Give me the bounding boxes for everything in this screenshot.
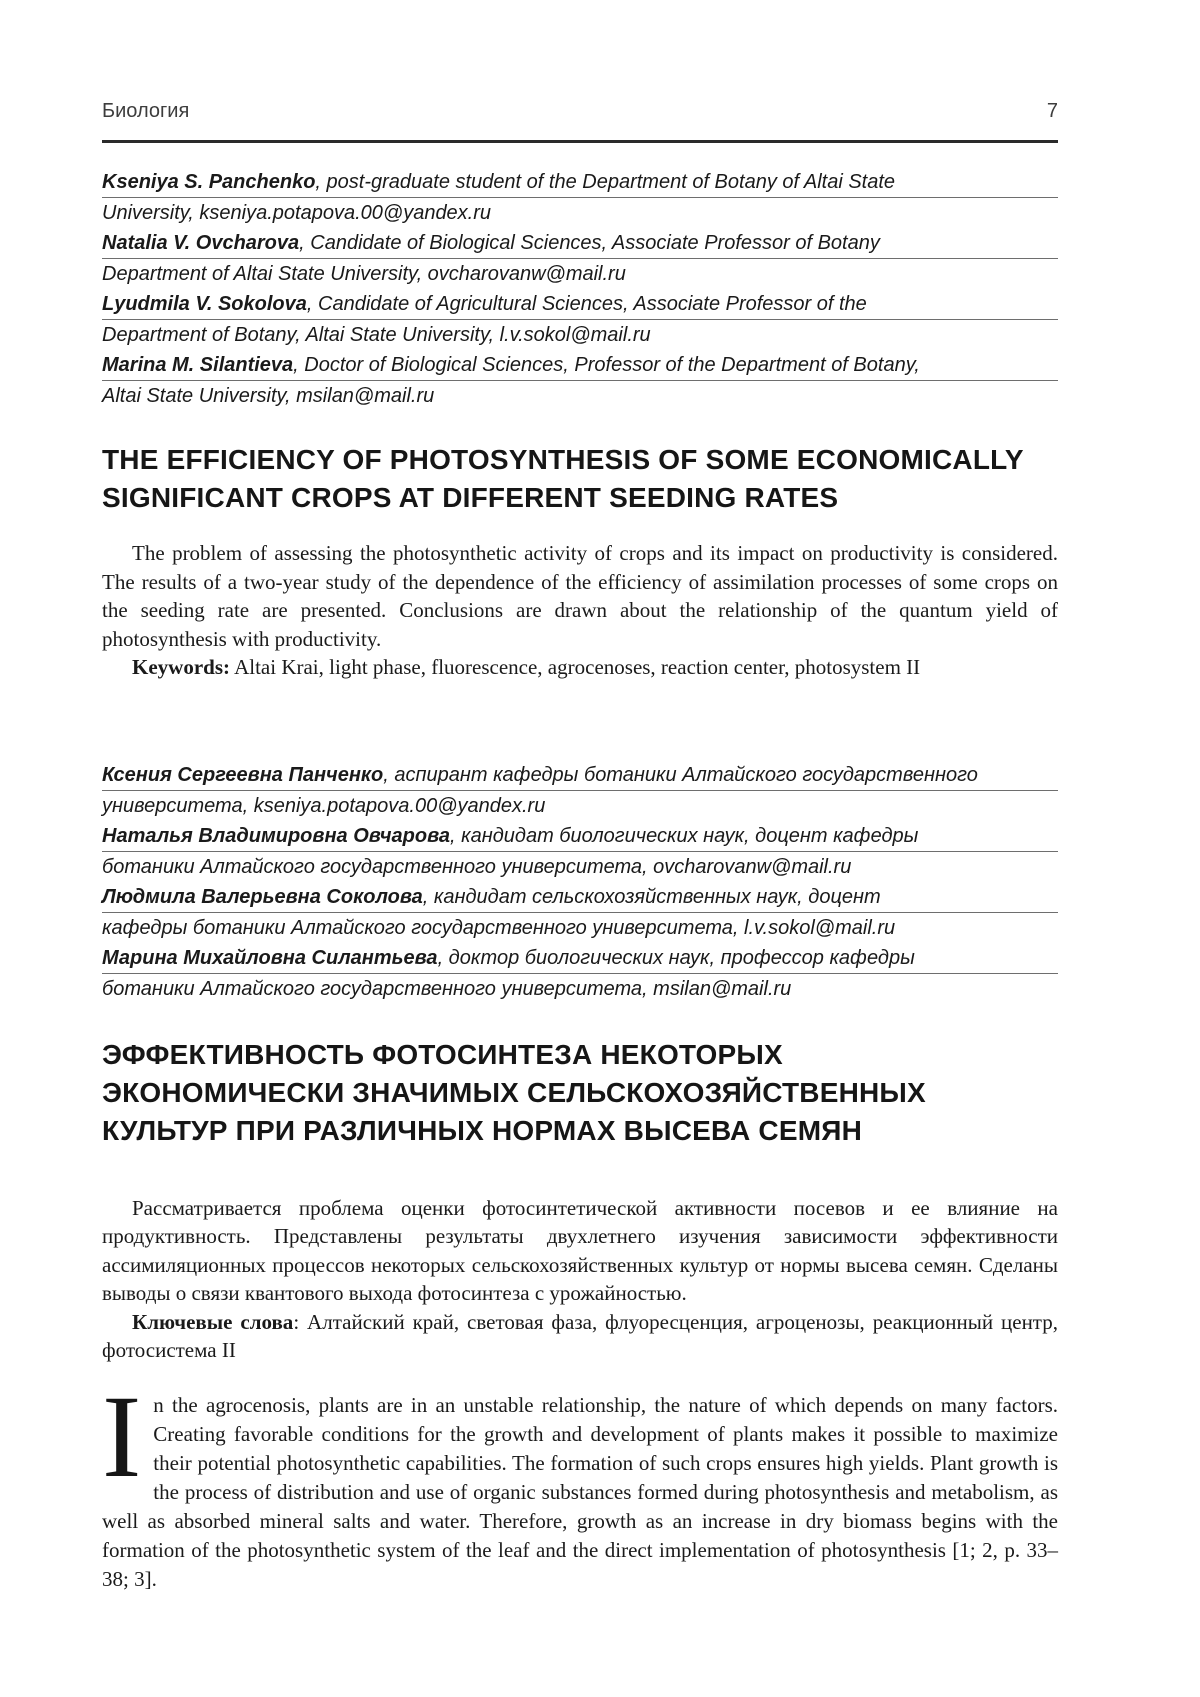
author-affiliation: , Candidate of Biological Sciences, Associate Professor of Botany xyxy=(299,232,880,254)
author-line-1 xyxy=(102,167,1058,198)
author-contact-line: Altai State University, msilan@mail.ru xyxy=(102,385,435,407)
author-line-1 xyxy=(102,943,1058,974)
author-line-1 xyxy=(102,821,1058,852)
header-page-number: 7 xyxy=(1046,100,1058,122)
author-name: Марина Михайловна Силантьева xyxy=(102,946,438,969)
author-line-1 xyxy=(102,882,1058,913)
author-entry xyxy=(102,943,1058,1004)
author-entry xyxy=(102,167,1058,228)
author-entry xyxy=(102,228,1058,289)
keywords-ru xyxy=(102,1308,1058,1365)
keywords-label: Ключевые слова xyxy=(132,1309,294,1334)
title-line: КУЛЬТУР ПРИ РАЗЛИЧНЫХ НОРМАХ ВЫСЕВА СЕМЯН xyxy=(102,1114,863,1146)
title-line: ЭКОНОМИЧЕСКИ ЗНАЧИМЫХ СЕЛЬСКОХОЗЯЙСТВЕННЫХ xyxy=(102,1076,926,1108)
author-line-1 xyxy=(102,289,1058,320)
author-entry xyxy=(102,882,1058,943)
author-name: Natalia V. Ovcharova xyxy=(102,232,300,254)
article-title-ru xyxy=(102,1036,1058,1150)
author-contact-line: ботаники Алтайского государственного университета, msilan@mail.ru xyxy=(102,977,792,1000)
author-name: Kseniya S. Panchenko xyxy=(102,171,316,193)
author-name: Людмила Валерьевна Соколова xyxy=(102,885,423,908)
article-title-en xyxy=(102,441,1058,517)
authors-block-ru xyxy=(102,760,1058,1004)
page-header xyxy=(102,100,1058,123)
author-line-1 xyxy=(102,350,1058,381)
header-section-label: Биология xyxy=(102,100,190,122)
author-affiliation: , доктор биологических наук, профессор кафедры xyxy=(437,946,915,969)
author-entry xyxy=(102,350,1058,411)
abstract-ru: Рассматривается проблема оценки фотосинтетической активности посевов и ее влияние на продуктивность. Представлены результаты двухлетнего изучения зависимости эффективности ассимиляционных процессов некоторых сельскохозяйственных культур от нормы высева семян. Сделаны выводы о связи квантового выхода фотосинтеза с урожайностью. xyxy=(102,1195,1058,1305)
author-entry xyxy=(102,821,1058,882)
author-affiliation: , Candidate of Agricultural Sciences, Associate Professor of the xyxy=(306,293,867,315)
author-contact-line: университета, kseniya.potapova.00@yandex.ru xyxy=(102,794,546,817)
author-name: Ксения Сергеевна Панченко xyxy=(102,763,384,786)
body-text: n the agrocenosis, plants are in an unstable relationship, the nature of which depends on many factors. Creating favorable conditions for the growth and development of plants makes it possible to maximize their potential photosynthetic capabilities. The formation of such crops ensures high yields. Plant growth is the process of distribution and use of organic substances formed during photosynthesis and metabolism, as well as absorbed mineral salts and water. Therefore, growth as an increase in dry biomass begins with the formation of the photosynthetic system of the leaf and the direct implementation of photosynthesis [1; 2, p. 33–38; 3]. xyxy=(102,1392,1058,1591)
keywords-en xyxy=(102,653,1058,682)
title-line: ЭФФЕКТИВНОСТЬ ФОТОСИНТЕЗА НЕКОТОРЫХ xyxy=(102,1038,783,1070)
author-contact-line: кафедры ботаники Алтайского государственного университета, l.v.sokol@mail.ru xyxy=(102,916,896,939)
header-rule xyxy=(102,140,1058,143)
keywords-text: : Алтайский край, световая фаза, флуоресценция, агроценозы, реакционный центр, фотосистема II xyxy=(102,1309,1058,1362)
abstract-en: The problem of assessing the photosynthetic activity of crops and its impact on productivity is considered. The results of a two-year study of the dependence of the efficiency of assimilation processes of some crops on the seeding rate are presented. Conclusions are drawn about the relationship of the quantum yield of photosynthesis with productivity. xyxy=(102,541,1058,651)
title-line: SIGNIFICANT CROPS AT DIFFERENT SEEDING RATES xyxy=(102,482,839,513)
author-line-1 xyxy=(102,228,1058,259)
author-entry xyxy=(102,289,1058,350)
author-affiliation: , кандидат сельскохозяйственных наук, доцент xyxy=(422,885,881,908)
authors-block-en xyxy=(102,167,1058,411)
author-name: Lyudmila V. Sokolova xyxy=(102,293,307,315)
keywords-label: Keywords: xyxy=(132,655,230,679)
author-affiliation: , кандидат биологических наук, доцент кафедры xyxy=(450,824,919,847)
author-name: Наталья Владимировна Овчарова xyxy=(102,824,451,847)
author-affiliation: , Doctor of Biological Sciences, Professor of the Department of Botany, xyxy=(293,354,920,376)
author-affiliation: , post-graduate student of the Department of Botany of Altai State xyxy=(315,171,896,193)
author-line-1 xyxy=(102,760,1058,791)
author-contact-line: Department of Altai State University, ovcharovanw@mail.ru xyxy=(102,263,626,285)
author-contact-line: University, kseniya.potapova.00@yandex.ru xyxy=(102,202,492,224)
keywords-text: Altai Krai, light phase, fluorescence, agrocenoses, reaction center, photosystem II xyxy=(230,655,921,679)
author-affiliation: , аспирант кафедры ботаники Алтайского государственного xyxy=(383,763,978,786)
author-name: Marina M. Silantieva xyxy=(102,354,294,376)
body-paragraph xyxy=(102,1370,1058,1594)
drop-cap: I xyxy=(102,1370,142,1502)
author-contact-line: ботаники Алтайского государственного университета, ovcharovanw@mail.ru xyxy=(102,855,852,878)
author-entry xyxy=(102,760,1058,821)
title-line: THE EFFICIENCY OF PHOTOSYNTHESIS OF SOME ECONOMICALLY xyxy=(102,444,1024,475)
author-contact-line: Department of Botany, Altai State University, l.v.sokol@mail.ru xyxy=(102,324,651,346)
